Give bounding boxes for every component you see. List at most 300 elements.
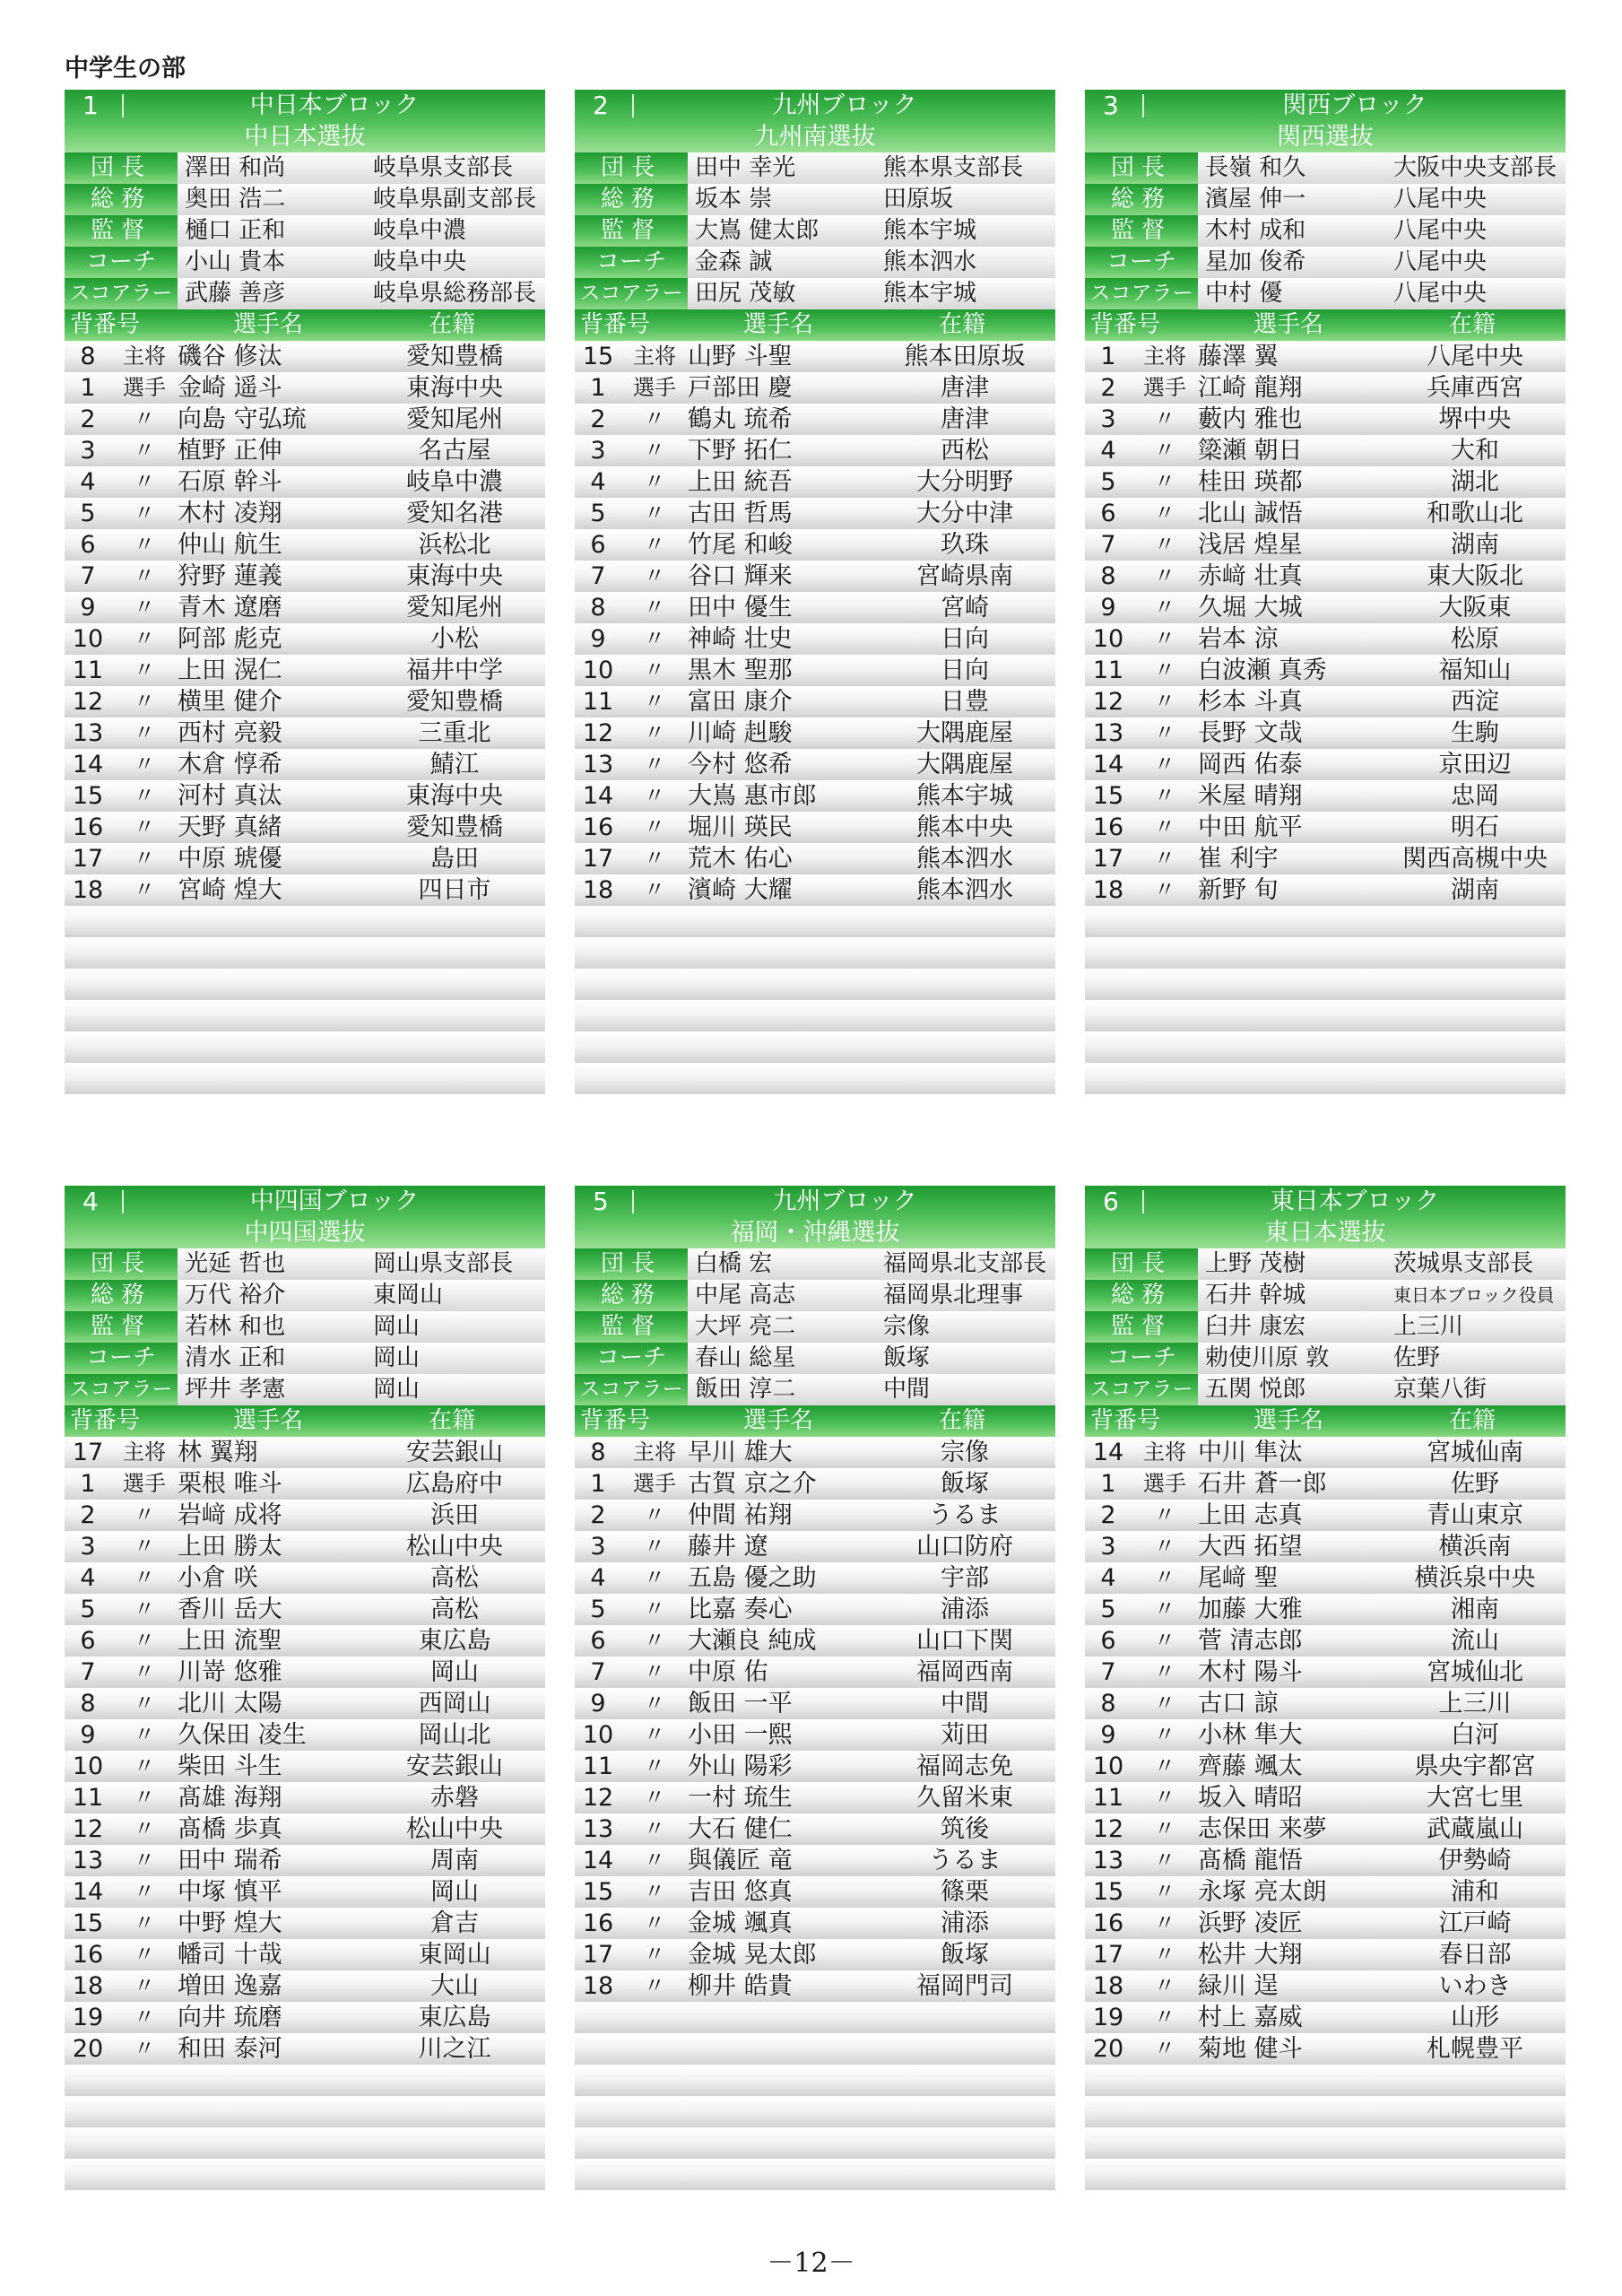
player-number: 12 <box>1092 1815 1124 1843</box>
player-name: 谷口 輝来 <box>688 562 793 590</box>
staff-role: コーチ <box>575 247 688 278</box>
empty-row <box>575 1000 1055 1031</box>
player-number: 7 <box>1100 1658 1116 1686</box>
player-affiliation: 浜松北 <box>418 531 491 559</box>
player-affiliation: 横浜南 <box>1438 1533 1512 1561</box>
player-affiliation: 赤磐 <box>430 1784 479 1812</box>
player-row <box>65 1813 545 1845</box>
player-name: 向井 琉磨 <box>178 2004 282 2031</box>
player-affiliation: 宗像 <box>941 1439 989 1466</box>
player-position: 〃 <box>1154 657 1175 683</box>
player-row <box>575 404 1055 435</box>
player-affiliation: 四日市 <box>418 876 491 904</box>
player-name: 浜野 凌匠 <box>1198 1909 1303 1937</box>
staff-row <box>575 1248 1055 1280</box>
block-name: 九州ブロック <box>772 1187 917 1215</box>
staff-affiliation: 八尾中央 <box>1393 248 1488 275</box>
player-position: 〃 <box>1154 469 1175 494</box>
player-row <box>1085 1468 1566 1500</box>
player-affiliation: 飯塚 <box>941 1470 989 1498</box>
staff-name: 大嶌 健太郎 <box>695 217 820 244</box>
staff-name: 上野 茂樹 <box>1205 1250 1306 1277</box>
staff-affiliation: 八尾中央 <box>1393 186 1488 213</box>
player-number: 14 <box>582 782 614 810</box>
player-name: 桂田 瑛都 <box>1198 468 1303 496</box>
player-row <box>1085 1531 1566 1562</box>
player-row <box>575 1562 1055 1594</box>
player-position: 選手 <box>633 1471 676 1496</box>
player-name: 竹尾 和峻 <box>688 531 793 559</box>
player-affiliation: 三重北 <box>418 719 491 747</box>
player-number: 16 <box>582 1909 614 1937</box>
player-name: 石原 幹斗 <box>178 468 282 496</box>
player-name: 和田 泰河 <box>178 2035 282 2063</box>
player-number: 3 <box>80 437 96 465</box>
player-affiliation: 浜田 <box>430 1501 479 1529</box>
player-name: 菊地 健斗 <box>1198 2035 1303 2063</box>
player-name: 大石 健仁 <box>688 1815 793 1843</box>
player-affiliation: 山口下関 <box>916 1627 1013 1655</box>
staff-affiliation: 熊本宇城 <box>883 217 977 244</box>
player-number: 13 <box>72 1847 104 1874</box>
player-row <box>65 592 545 623</box>
player-name: 赤﨑 壮真 <box>1198 562 1303 590</box>
player-name: 北山 誠悟 <box>1198 500 1303 527</box>
player-affiliation: 忠岡 <box>1451 782 1499 810</box>
player-number: 14 <box>1092 751 1124 778</box>
player-name: 坂入 晴昭 <box>1198 1784 1303 1812</box>
player-number: 8 <box>80 343 96 370</box>
player-name: 木倉 惇希 <box>178 751 282 778</box>
player-position: 主将 <box>1143 344 1186 369</box>
selection-name: 中四国選抜 <box>244 1219 366 1247</box>
player-number: 16 <box>1092 813 1124 841</box>
player-affiliation: 大分明野 <box>916 468 1013 496</box>
empty-row <box>1085 1031 1566 1063</box>
empty-row <box>575 2159 1055 2190</box>
player-name: 髙橋 歩真 <box>178 1815 282 1843</box>
player-number: 4 <box>80 1564 96 1592</box>
player-name: 上田 滉仁 <box>178 657 282 684</box>
player-name: 藪内 雅也 <box>1198 405 1303 433</box>
staff-role: スコアラー <box>65 1374 178 1405</box>
player-name: 岩本 涼 <box>1198 625 1279 653</box>
player-row <box>65 1500 545 1531</box>
player-affiliation: 大隅鹿屋 <box>916 719 1013 747</box>
player-row <box>1085 1876 1566 1908</box>
player-row <box>65 2002 545 2033</box>
player-row <box>1085 718 1566 749</box>
player-number: 9 <box>590 625 606 653</box>
player-affiliation: 大宮七里 <box>1427 1784 1523 1812</box>
staff-affiliation: 東岡山 <box>373 1282 444 1309</box>
player-position: 〃 <box>1154 1910 1175 1935</box>
player-affiliation: 湖南 <box>1451 876 1499 904</box>
player-row <box>575 1719 1055 1751</box>
player-row <box>1085 341 1566 372</box>
player-name: 古田 哲馬 <box>688 500 793 527</box>
player-name: 宮崎 煌大 <box>178 876 282 904</box>
player-name: 金城 颯真 <box>688 1909 793 1937</box>
player-number: 20 <box>1092 2035 1124 2063</box>
player-position: 〃 <box>644 595 665 620</box>
block-name: 東日本ブロック <box>1270 1187 1440 1215</box>
staff-affiliation: 岡山 <box>373 1344 421 1371</box>
col-affiliation-label: 在籍 <box>938 1407 985 1434</box>
player-row <box>65 1719 545 1751</box>
team-header <box>65 1186 545 1248</box>
player-position: 〃 <box>1154 1534 1175 1559</box>
team-number: 5 <box>593 1187 609 1216</box>
player-row <box>65 718 545 749</box>
player-row <box>65 1970 545 2002</box>
player-row <box>65 498 545 529</box>
player-number: 19 <box>1092 2004 1124 2031</box>
staff-row <box>1085 1248 1566 1280</box>
player-position: 〃 <box>1154 1691 1175 1716</box>
empty-row <box>575 969 1055 1000</box>
player-position: 〃 <box>644 406 665 431</box>
player-row <box>575 623 1055 655</box>
player-position: 〃 <box>644 563 665 588</box>
player-name: 上田 流聖 <box>178 1627 282 1655</box>
player-position: 〃 <box>644 1628 665 1653</box>
player-name: 向島 守弘琉 <box>178 405 307 433</box>
player-affiliation: 大阪東 <box>1438 594 1512 622</box>
staff-name: 星加 俊希 <box>1205 248 1306 275</box>
player-row <box>1085 2033 1566 2065</box>
player-affiliation: 湘南 <box>1451 1596 1499 1623</box>
staff-affiliation: 茨城県支部長 <box>1393 1250 1534 1277</box>
player-number: 10 <box>72 1752 104 1780</box>
player-position: 〃 <box>134 1942 155 1967</box>
player-position: 〃 <box>1154 563 1175 588</box>
player-name: 小倉 咲 <box>178 1564 258 1592</box>
player-position: 〃 <box>134 406 155 431</box>
staff-affiliation: 佐野 <box>1393 1344 1441 1371</box>
player-position: 〃 <box>644 1910 665 1935</box>
player-number: 6 <box>1100 500 1116 527</box>
player-affiliation: 伊勢崎 <box>1438 1847 1512 1874</box>
staff-role: 団長 <box>1085 1248 1198 1280</box>
column-header <box>65 309 545 341</box>
player-name: 小田 一熙 <box>688 1721 793 1749</box>
player-row <box>575 1688 1055 1719</box>
player-position: 〃 <box>1154 1879 1175 1904</box>
player-row <box>575 1845 1055 1876</box>
player-affiliation: 宮城仙北 <box>1427 1658 1523 1686</box>
player-position: 〃 <box>134 1691 155 1716</box>
empty-row <box>65 2127 545 2159</box>
player-position: 〃 <box>644 1848 665 1873</box>
player-position: 〃 <box>644 626 665 651</box>
player-name: 菅 清志郎 <box>1198 1627 1303 1655</box>
player-row <box>65 1782 545 1813</box>
player-position: 〃 <box>1154 2036 1175 2061</box>
player-row <box>65 843 545 874</box>
player-row <box>575 466 1055 498</box>
staff-name: 濱屋 伸一 <box>1205 186 1306 213</box>
player-affiliation: 福岡志免 <box>916 1752 1013 1780</box>
player-name: 木村 凌翔 <box>178 500 282 527</box>
player-number: 6 <box>590 1627 606 1655</box>
player-name: 新野 旬 <box>1198 876 1279 904</box>
player-position: 〃 <box>1154 1628 1175 1653</box>
player-number: 8 <box>590 594 606 622</box>
player-affiliation: うるま <box>928 1501 1002 1529</box>
player-position: 〃 <box>1154 1753 1175 1779</box>
player-affiliation: 湖北 <box>1451 468 1499 496</box>
player-row <box>575 1468 1055 1500</box>
player-position: 〃 <box>1154 1973 1175 1998</box>
staff-role: スコアラー <box>1085 278 1198 309</box>
player-row <box>65 1468 545 1500</box>
player-position: 〃 <box>134 563 155 588</box>
player-row <box>1085 812 1566 843</box>
player-row <box>65 1845 545 1876</box>
staff-name: 臼井 康宏 <box>1205 1313 1306 1340</box>
player-affiliation: 倉吉 <box>430 1909 479 1937</box>
player-position: 〃 <box>644 752 665 777</box>
player-affiliation: 生駒 <box>1451 719 1499 747</box>
player-position: 選手 <box>123 375 166 400</box>
player-name: 久堀 大城 <box>1198 594 1303 622</box>
staff-role: 団長 <box>575 152 688 184</box>
player-row <box>1085 561 1566 592</box>
player-affiliation: 東海中央 <box>406 374 503 402</box>
player-row <box>1085 372 1566 404</box>
player-affiliation: 高松 <box>430 1596 479 1623</box>
staff-name: 五関 悦郎 <box>1205 1376 1306 1403</box>
player-name: 田中 優生 <box>688 594 793 622</box>
column-header <box>575 1405 1055 1437</box>
player-name: 岡西 佑泰 <box>1198 751 1303 778</box>
staff-affiliation: 岐阜中央 <box>373 248 467 275</box>
player-name: 金城 晃太郎 <box>688 1941 817 1969</box>
player-position: 〃 <box>134 814 155 839</box>
player-number: 6 <box>80 531 96 559</box>
player-row <box>65 749 545 780</box>
player-number: 12 <box>582 1784 614 1812</box>
player-name: 木村 陽斗 <box>1198 1658 1303 1686</box>
player-affiliation: 松原 <box>1451 625 1499 653</box>
player-number: 1 <box>590 374 606 402</box>
staff-affiliation: 八尾中央 <box>1393 217 1488 244</box>
empty-row <box>575 2002 1055 2033</box>
player-number: 14 <box>72 1878 104 1906</box>
player-affiliation: 高松 <box>430 1564 479 1592</box>
player-name: 川嵜 悠雅 <box>178 1658 282 1686</box>
player-name: 香川 岳大 <box>178 1596 282 1623</box>
player-row <box>1085 592 1566 623</box>
player-row <box>1085 780 1566 812</box>
player-name: 岩﨑 成将 <box>178 1501 282 1529</box>
player-affiliation: 愛知豊橋 <box>406 343 503 370</box>
empty-row <box>65 2159 545 2190</box>
player-number: 15 <box>582 1878 614 1906</box>
staff-affiliation: 岐阜中濃 <box>373 217 467 244</box>
player-name: 早川 雄大 <box>688 1439 793 1466</box>
player-name: 緑川 逞 <box>1198 1972 1279 2000</box>
player-position: 〃 <box>134 1596 155 1622</box>
player-position: 〃 <box>134 2005 155 2030</box>
player-position: 〃 <box>1154 720 1175 745</box>
staff-row <box>1085 1374 1566 1405</box>
staff-role: 監督 <box>65 1311 178 1343</box>
player-position: 〃 <box>134 689 155 714</box>
player-row <box>65 780 545 812</box>
player-row <box>575 843 1055 874</box>
staff-name: 勅使川原 敦 <box>1205 1344 1330 1371</box>
player-affiliation: 大山 <box>430 1972 479 2000</box>
player-row <box>65 1437 545 1468</box>
player-number: 11 <box>1092 657 1124 684</box>
player-position: 〃 <box>1154 406 1175 431</box>
staff-role: 総務 <box>65 1280 178 1311</box>
player-row <box>1085 1688 1566 1719</box>
player-row <box>1085 1845 1566 1876</box>
player-number: 12 <box>72 688 104 716</box>
player-affiliation: 熊本宇城 <box>916 782 1013 810</box>
staff-role: 総務 <box>1085 184 1198 215</box>
player-name: 山野 斗聖 <box>688 343 793 370</box>
staff-role: コーチ <box>1085 247 1198 278</box>
col-name-label: 選手名 <box>742 1407 813 1434</box>
player-row <box>65 812 545 843</box>
staff-role: コーチ <box>65 247 178 278</box>
player-number: 16 <box>72 813 104 841</box>
team-header <box>1085 1186 1566 1248</box>
player-affiliation: 久留米東 <box>916 1784 1013 1812</box>
player-number: 15 <box>1092 782 1124 810</box>
player-number: 16 <box>72 1941 104 1969</box>
player-position: 〃 <box>1154 814 1175 839</box>
player-affiliation: 苅田 <box>941 1721 989 1749</box>
staff-row <box>65 247 545 278</box>
player-affiliation: 日向 <box>941 657 989 684</box>
player-name: 天野 真緒 <box>178 813 282 841</box>
player-affiliation: 福岡門司 <box>916 1972 1013 2000</box>
section-title: 中学生の部 <box>65 55 186 83</box>
player-name: 仲間 祐翔 <box>688 1501 793 1529</box>
player-affiliation: 熊本中央 <box>916 813 1013 841</box>
player-row <box>65 529 545 561</box>
player-position: 〃 <box>644 877 665 902</box>
player-position: 〃 <box>134 500 155 526</box>
player-position: 〃 <box>134 720 155 745</box>
player-row <box>575 529 1055 561</box>
player-number: 17 <box>1092 1941 1124 1969</box>
player-affiliation: 兵庫西宮 <box>1427 374 1523 402</box>
block-name: 中日本ブロック <box>249 91 420 119</box>
staff-row <box>65 1280 545 1311</box>
player-name: 今村 悠希 <box>688 751 793 778</box>
player-affiliation: 唐津 <box>941 405 989 433</box>
staff-role: 監督 <box>1085 215 1198 247</box>
player-name: 加藤 大雅 <box>1198 1596 1303 1623</box>
empty-row <box>65 906 545 937</box>
staff-row <box>1085 1280 1566 1311</box>
player-number: 3 <box>80 1533 96 1561</box>
player-affiliation: 広島府中 <box>406 1470 503 1498</box>
player-affiliation: 愛知豊橋 <box>406 813 503 841</box>
player-name: 柳井 皓貴 <box>688 1972 793 2000</box>
staff-row <box>65 1343 545 1374</box>
staff-role: コーチ <box>65 1343 178 1374</box>
empty-row <box>65 937 545 969</box>
staff-row <box>575 184 1055 215</box>
player-number: 9 <box>1100 594 1116 622</box>
player-number: 5 <box>80 500 96 527</box>
player-name: 尾﨑 聖 <box>1198 1564 1279 1592</box>
player-row <box>65 874 545 906</box>
player-name: 髙橋 龍悟 <box>1198 1847 1303 1874</box>
player-name: 栗根 唯斗 <box>178 1470 282 1498</box>
player-row <box>1085 498 1566 529</box>
player-affiliation: 浦添 <box>941 1596 989 1623</box>
player-position: 主将 <box>1143 1439 1186 1465</box>
staff-affiliation: 中間 <box>883 1376 931 1403</box>
player-affiliation: 横浜泉中央 <box>1414 1564 1536 1592</box>
player-affiliation: 熊本泗水 <box>916 845 1013 873</box>
staff-role: コーチ <box>1085 1343 1198 1374</box>
player-name: 中田 航平 <box>1198 813 1303 841</box>
player-name: 植野 正伸 <box>178 437 282 465</box>
player-row <box>575 1625 1055 1657</box>
player-position: 〃 <box>134 1534 155 1559</box>
player-row <box>65 623 545 655</box>
player-number: 1 <box>80 1470 96 1498</box>
player-position: 主将 <box>123 1439 166 1465</box>
player-number: 4 <box>1100 437 1116 465</box>
player-name: 上田 勝太 <box>178 1533 282 1561</box>
player-affiliation: 篠栗 <box>941 1878 989 1906</box>
player-number: 10 <box>1092 625 1124 653</box>
player-name: 中原 佑 <box>688 1658 768 1686</box>
player-name: 神崎 壮史 <box>688 625 793 653</box>
player-number: 7 <box>1100 531 1116 559</box>
player-row <box>575 592 1055 623</box>
player-row <box>1085 1562 1566 1594</box>
empty-row <box>1085 1063 1566 1094</box>
player-position: 〃 <box>134 595 155 620</box>
player-row <box>1085 529 1566 561</box>
player-position: 〃 <box>644 1502 665 1527</box>
staff-row <box>575 1311 1055 1343</box>
team-number: 4 <box>82 1187 99 1216</box>
player-row <box>65 1594 545 1625</box>
player-name: 荒木 佑心 <box>688 845 793 873</box>
player-row <box>65 561 545 592</box>
player-number: 5 <box>590 1596 606 1623</box>
staff-role: 監督 <box>1085 1311 1198 1343</box>
selection-name: 東日本選抜 <box>1264 1219 1386 1247</box>
player-name: 白波瀬 真秀 <box>1198 657 1327 684</box>
player-affiliation: 西松 <box>941 437 989 465</box>
player-number: 17 <box>72 845 104 873</box>
player-number: 5 <box>1100 1596 1116 1623</box>
player-row <box>65 1876 545 1908</box>
player-name: 大西 拓望 <box>1198 1533 1303 1561</box>
staff-row <box>1085 184 1566 215</box>
player-affiliation: 岡山 <box>430 1878 479 1906</box>
staff-name: 飯田 淳二 <box>695 1376 796 1403</box>
player-name: 五島 優之助 <box>688 1564 817 1592</box>
player-number: 2 <box>80 1501 96 1529</box>
player-number: 11 <box>1092 1784 1124 1812</box>
block-name: 関西ブロック <box>1282 91 1427 119</box>
player-position: 〃 <box>644 1722 665 1747</box>
